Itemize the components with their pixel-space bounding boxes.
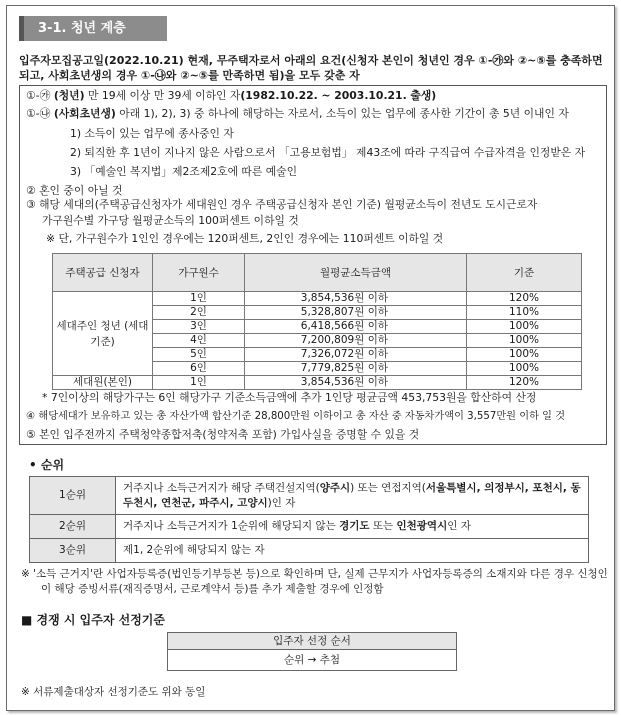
cell-ratio: 100% [467,348,582,362]
req-sub-1: 1) 소득이 있는 업무에 종사중인 자 [70,127,234,140]
rank-desc-text: )인 자 [267,496,296,509]
selection-order-box [167,632,457,671]
rank-desc [116,515,589,539]
header-applicant: 주택공급 신청자 [53,254,153,292]
requirements-box [19,85,607,445]
cell-members: 1인 [153,292,245,306]
cell-amount: 7,200,809원 이하 [245,334,467,348]
cell-ratio: 100% [467,320,582,334]
section-title: 3-1. 청년 계층 [19,16,167,41]
cell-ratio: 120% [467,376,582,390]
group-label: 세대주인 청년 (세대기준) [53,292,153,376]
cell-ratio: 100% [467,334,582,348]
cell-ratio: 110% [467,306,582,320]
ranking-heading: • 순위 [29,458,65,472]
req-income-note: ※ 단, 가구원수가 1인인 경우에는 120퍼센트, 2인인 경우에는 110퍼센트 이하일 것 [46,232,444,245]
rank-desc: 제1, 2순위에 해당되지 않는 자 [116,539,589,563]
rank-desc-text: ) 또는 연접지역( [350,481,426,494]
income-source-note: ※ '소득 근거지'란 사업자등록증(법인등기부등본 등)으로 확인하며 단, 실제 근무지가 사업자등록증의 소재지와 다른 경우 신청인이 해당 증빙서류(재직증명서, 근로계약서 등)를 추가 제출할 경우에 인정함 [21,568,608,595]
req-newcomer-prefix: ①-㉯ [26,107,51,120]
req-income-2: 가구원수별 가구당 월평균소득의 100퍼센트 이하일 것 [42,214,299,227]
rank-desc-text: 인 자 [447,520,471,532]
req-youth-prefix: ①-㉮ [26,89,51,102]
income-table [52,253,582,390]
document-page [6,5,615,711]
header-ratio: 기준 [467,254,582,292]
cell-members: 1인 [153,376,245,390]
req-assets: ④ 해당세대가 보유하고 있는 총 자산가액 합산기준 28,800만원 이하이고 총 자산 중 자동차가액이 3,557만원 이하 일 것 [26,411,566,422]
member-label: 세대원(본인) [53,376,153,390]
ranking-table [29,476,589,563]
table-row [30,477,589,515]
cell-ratio: 100% [467,362,582,376]
cell-amount: 7,326,072원 이하 [245,348,467,362]
rank-desc-bold: 서울특별시, 의정부시, 포천시, 동두천시, 연천군, 파주시, 고양시 [123,481,581,509]
cell-members: 6인 [153,362,245,376]
rank-desc-bold: 경기도 [339,520,370,532]
req-extra-member-note: * 7인이상의 해당가구는 6인 해당가구 기준소득금액에 추가 1인당 평균금액 453,753원을 합산하여 산정 [42,391,537,404]
table-row-member [53,376,582,390]
req-youth [26,89,436,103]
rank-desc-text: 거주지나 소득근거지가 해당 주택건설지역( [123,481,320,494]
rank-label: 1순위 [30,477,116,515]
req-sub-2: 2) 퇴직한 후 1년이 지나지 않은 사람으로서 「고용보험법」 제43조에 따라 구직급여 수급자격을 인정받은 자 [70,146,586,159]
rank-desc-text: 또는 [369,520,397,532]
income-table-header [53,254,582,292]
req-youth-text: 만 19세 이상 만 39세 이하인 자 [87,89,241,102]
rank-label: 2순위 [30,515,116,539]
req-income-1: ③ 해당 세대의(주택공급신청자가 세대원인 경우 주택공급신청자 본인 기준) 월평균소득이 전년도 도시근로자 [26,198,538,211]
selection-order-body: 순위 → 추첨 [283,654,341,666]
req-unmarried: ② 혼인 중이 아닐 것 [26,184,123,197]
rank-desc [116,477,589,515]
req-savings: ⑤ 본인 입주전까지 주택청약종합저축(청약저축 포함) 가입사실을 증명할 수 있을 것 [26,428,420,441]
header-amount: 월평균소득금액 [245,254,467,292]
req-newcomer [26,107,569,121]
cell-amount: 3,854,536원 이하 [245,376,467,390]
cell-members: 4인 [153,334,245,348]
cell-members: 3인 [153,320,245,334]
req-newcomer-text: 아래 1), 2), 3) 중 하나에 해당하는 자로서, 소득이 있는 업무에 종사한 기간이 총 5년 이내인 자 [119,107,569,120]
rank-desc-text: 거주지나 소득근거지가 1순위에 해당되지 않는 [123,520,340,532]
table-row [30,515,589,539]
selection-order-header: 입주자 선정 순서 [168,633,456,650]
req-newcomer-label: (사회초년생) [53,107,116,120]
cell-amount: 5,328,807원 이하 [245,306,467,320]
req-youth-date: (1982.10.22. ~ 2003.10.21. 출생) [240,89,437,102]
rank-desc-bold: 양주시 [319,481,351,494]
document-selection-note: ※ 서류제출대상자 선정기준도 위와 동일 [21,686,206,698]
cell-amount: 7,779,825원 이하 [245,362,467,376]
rank-label: 3순위 [30,539,116,563]
cell-amount: 6,418,566원 이하 [245,320,467,334]
req-sub-3: 3) 「예술인 복지법」제2조제2호에 따른 예술인 [70,165,298,178]
table-row [53,292,582,306]
req-youth-label: (청년) [53,89,85,102]
cell-members: 2인 [153,306,245,320]
intro-paragraph: 입주자모집공고일(2022.10.21) 현재, 무주택자로서 아래의 요건(신청자 본인이 청년인 경우 ①-㉮와 ②~⑤를 충족하면 되고, 사회초년생의 경우 ①-㉯와 ②~⑤를 만족하면 됨)을 모두 갖춘 자 [19,54,603,82]
cell-members: 5인 [153,348,245,362]
cell-amount: 3,854,536원 이하 [245,292,467,306]
cell-ratio: 120% [467,292,582,306]
rank-desc-bold: 인천광역시 [396,520,448,532]
header-members: 가구원수 [153,254,245,292]
table-row [30,539,589,563]
competition-heading: ■ 경쟁 시 입주자 선정기준 [21,613,165,627]
